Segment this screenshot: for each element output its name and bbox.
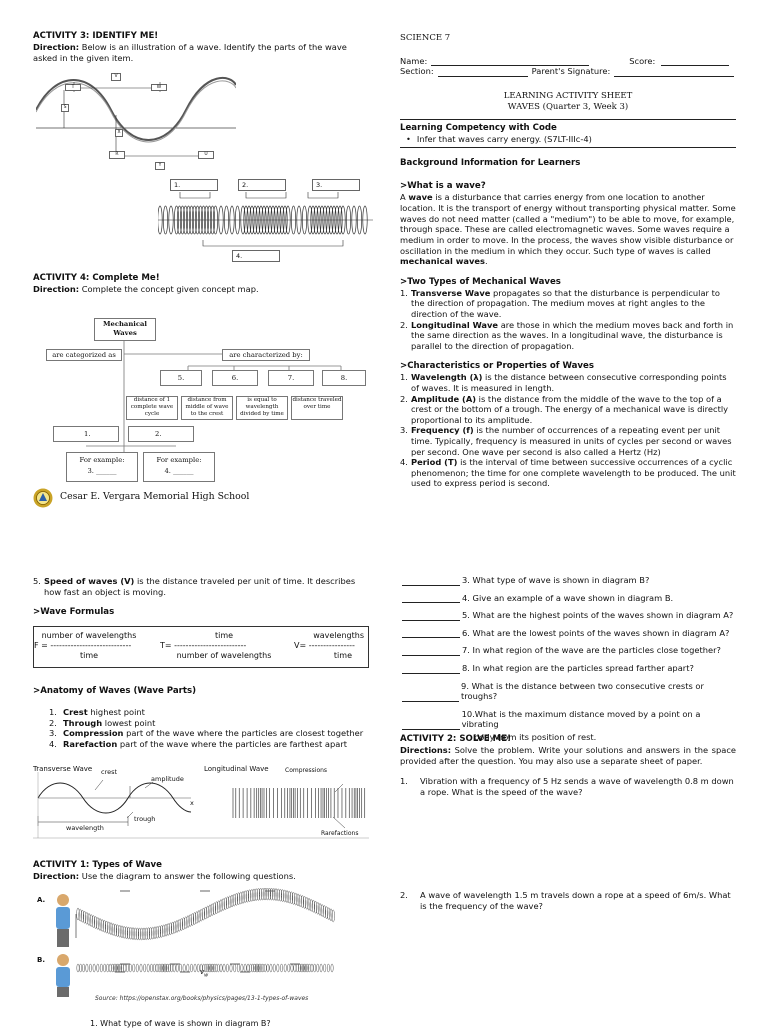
questions-list (402, 575, 738, 743)
anatomy-item: 2. Through lowest point (49, 717, 156, 728)
wave-tag-t: T (65, 84, 81, 91)
subject: SCIENCE 7 (400, 33, 451, 43)
answer-blank[interactable] (402, 577, 460, 586)
question-3: 3. What type of wave is shown in diagram B? (402, 575, 738, 586)
wave-tag-r: R (109, 151, 125, 159)
desc-2: distance from middle of wave to the crest (181, 396, 233, 420)
blank-8: 8. (322, 370, 366, 386)
question-4: 4. Give an example of a wave shown in diagram B. (402, 593, 738, 604)
answer-box-2: 2. (238, 179, 286, 191)
wave-tag-u: U (198, 151, 214, 159)
diagram-a-label: A. (37, 896, 46, 904)
answer-box-1: 1. (170, 179, 218, 191)
wave-tag-x: X (115, 129, 123, 137)
desc-4: distance traveled over time (291, 396, 343, 420)
sheet-title: LEARNING ACTIVITY SHEET (503, 91, 633, 102)
wave-tag-v: V (111, 73, 121, 81)
answer-blank[interactable] (402, 693, 459, 702)
blank-7: 7. (268, 370, 314, 386)
activity1-section (33, 860, 367, 882)
answer-box-4: 4. (232, 250, 280, 262)
desc-3: is equal to wavelength divided by time (236, 396, 288, 420)
question-9: 9. What is the distance between two consecutive crests or troughs? (402, 681, 738, 702)
activity1-title: ACTIVITY 1: Types of Wave (33, 860, 162, 870)
activity3-direction: Direction: Below is an illustration of a wave. Identify the parts of the wave asked in the given item. (33, 42, 347, 63)
blank-2: 2. (128, 426, 194, 442)
question-10: 10.What is the maximum distance moved by a point on a vibrating (402, 709, 738, 730)
activity1-diagram (50, 888, 340, 998)
longitudinal-wave-title: Longitudinal Wave (204, 765, 269, 773)
anatomy-item: 3. Compression part of the wave where the particles are closest together (49, 728, 364, 739)
parent-signature-field[interactable] (614, 68, 734, 77)
desc-1: distance of 1 complete wave cycle (126, 396, 178, 420)
map-title-box: Mechanical Waves (94, 318, 156, 341)
label-x: x (190, 799, 194, 807)
two-types-item: 2. Longitudinal Wave are those in which the medium moves back and forth in the same direction as the waves. In a longitudinal wave, the disturbance is parallel to the direction of propagation. (400, 319, 734, 351)
question-5: 5. What are the highest points of the waves shown in diagram A? (402, 610, 738, 621)
activity2-direction: Directions: Solve the problem. Write your solutions and answers in the space provided after the question. You may also use a separate sheet of paper. (400, 745, 737, 766)
score-field[interactable] (661, 57, 729, 66)
question-8: 8. In what region are the particles spread farther apart? (402, 663, 738, 674)
blank-5: 5. (160, 370, 202, 386)
diagram-b-label: B. (37, 956, 45, 964)
two-types-item: 1. Transverse Wave propagates so that the disturbance is perpendicular to the direction of propagation. The medium moves at right angles to the direction of the wave. (400, 287, 720, 319)
two-types-heading: >Two Types of Mechanical Waves (400, 276, 561, 287)
activity3-title: ACTIVITY 3: IDENTIFY ME! (33, 31, 159, 41)
answer-blank[interactable] (402, 594, 460, 603)
characteristic-item: 4. Period (T) is the interval of time between successive occurrences of a cyclic phenomenon; the time for one complete wavelength to be produced. The unit used to express period is second. (400, 457, 736, 489)
blank-1: 1. (53, 426, 119, 442)
activity2-title: ACTIVITY 2: SOLVE ME! (400, 734, 511, 744)
anatomy-heading: >Anatomy of Waves (Wave Parts) (33, 686, 197, 696)
competency-title: Learning Competency with Code (400, 122, 557, 133)
formula-frequency: number of wavelengths F = ---------------------------- time (34, 631, 137, 661)
sheet-subtitle: WAVES (Quarter 3, Week 3) (507, 101, 629, 112)
answer-blank[interactable] (402, 647, 460, 656)
problem-2: 2. A wave of wavelength 1.5 m travels down a rope at a speed of 6m/s. What is the frequency of the wave? (400, 890, 731, 911)
wave-tag-w: W (151, 84, 167, 91)
section-field[interactable] (438, 68, 528, 77)
vw-label: $v_w$ (200, 968, 209, 979)
problem-1: 1. Vibration with a frequency of 5 Hz sends a wave of wavelength 0.8 m down a rope. What is the speed of the wave? (400, 776, 734, 797)
activity4-section (33, 273, 368, 295)
formulas-heading: >Wave Formulas (33, 607, 115, 618)
label-trough: trough (134, 815, 156, 823)
activity1-direction: Direction: Use the diagram to answer the following questions. (33, 871, 296, 881)
answer-blank[interactable] (402, 665, 460, 674)
answer-blank[interactable] (402, 629, 460, 638)
competency-item: • Infer that waves carry energy. (S7LT-IIIc-4) (406, 133, 592, 144)
characteristic-item: 1. Wavelength (λ) is the distance between consecutive corresponding points of waves. It is measured in length. (400, 372, 727, 393)
formula-speed: wavelengths V= ---------------- time (294, 631, 364, 661)
school-logo (33, 488, 53, 508)
characterized-label: are characterized by: (222, 349, 310, 361)
label-amplitude: amplitude (151, 775, 184, 783)
label-compressions: Compressions (285, 767, 328, 774)
label-rarefactions: Rarefactions (321, 830, 359, 837)
wave-tag-s: S (61, 104, 69, 112)
example-box-2: For example: 4. ______ (143, 452, 215, 482)
characteristic-item: 3. Frequency (f) is the number of occurrences of a repeating event per unit time. Typically, frequency is measured in units of cycles per second or waves per second. One wave per second is also called a Hertz (Hz) (400, 425, 732, 457)
wave-tag-y: Y (155, 162, 165, 170)
school-name: Cesar E. Vergara Memorial High School (60, 491, 250, 502)
answer-box-3: 3. (312, 179, 360, 191)
question-10-cont: body from its position of rest. (474, 732, 597, 743)
anatomy-item: 4. Rarefaction part of the wave where the particles are farthest apart (49, 738, 347, 749)
background-title: Background Information for Learners (400, 158, 581, 169)
speed-item: 5. Speed of waves (V) is the distance traveled per unit of time. It describes how fast an object is moving. >Wave Formulas (33, 576, 367, 618)
label-wavelength: wavelength (66, 824, 104, 832)
formula-period: time T= ------------------------- number of wavelengths (160, 631, 272, 661)
example-box-1: For example: 3. ______ (66, 452, 138, 482)
question-7: 7. In what region of the wave are the particles close together? (402, 645, 738, 656)
activity3-section (33, 31, 368, 63)
categorized-label: are categorized as (46, 349, 122, 361)
section-row: Section: Parent's Signature: (400, 66, 736, 77)
anatomy-section (33, 686, 367, 749)
name-row: Name: Score: (400, 56, 736, 67)
diagram-source: Source: https://openstax.org/books/physics/pages/13-1-types-of-waves (95, 995, 309, 1002)
activity2-section (400, 734, 736, 797)
activity4-direction: Direction: Complete the concept given concept map. (33, 284, 259, 294)
transverse-wave-title: Transverse Wave (33, 765, 93, 773)
what-is-wave-text: A wave is a disturbance that carries energy from one location to another location. It is the transport of energy without transporting physical matter. Some waves do not need matter (called a "medium") to be able to move, for example, through space. These are called electromagnetic waves. Some waves require a medium in order to move. In the process, the waves show visible disturbance or oscillation in the medium in which they occur. Such type of waves is called mechanical waves. (400, 192, 736, 267)
anatomy-item: 1. Crest highest point (49, 707, 145, 717)
blank-6: 6. (212, 370, 258, 386)
question-6: 6. What are the lowest points of the waves shown in diagram A? (402, 628, 738, 639)
characteristic-item: 2. Amplitude (A) is the distance from the middle of the wave to the top of a crest or the bottom of a trough. The energy of a mechanical wave is directly proportional to its amplitude. (400, 393, 729, 425)
answer-blank[interactable] (402, 721, 460, 730)
name-field[interactable] (431, 57, 589, 66)
answer-blank[interactable] (402, 612, 460, 621)
cut-question: 1. What type of wave is shown in diagram B? (90, 1019, 271, 1028)
characteristics-heading: >Characteristics or Properties of Waves (400, 361, 594, 372)
sheet-header (400, 33, 736, 489)
what-is-wave-heading: >What is a wave? (400, 181, 486, 192)
activity4-title: ACTIVITY 4: Complete Me! (33, 273, 160, 283)
label-crest: crest (101, 768, 118, 776)
